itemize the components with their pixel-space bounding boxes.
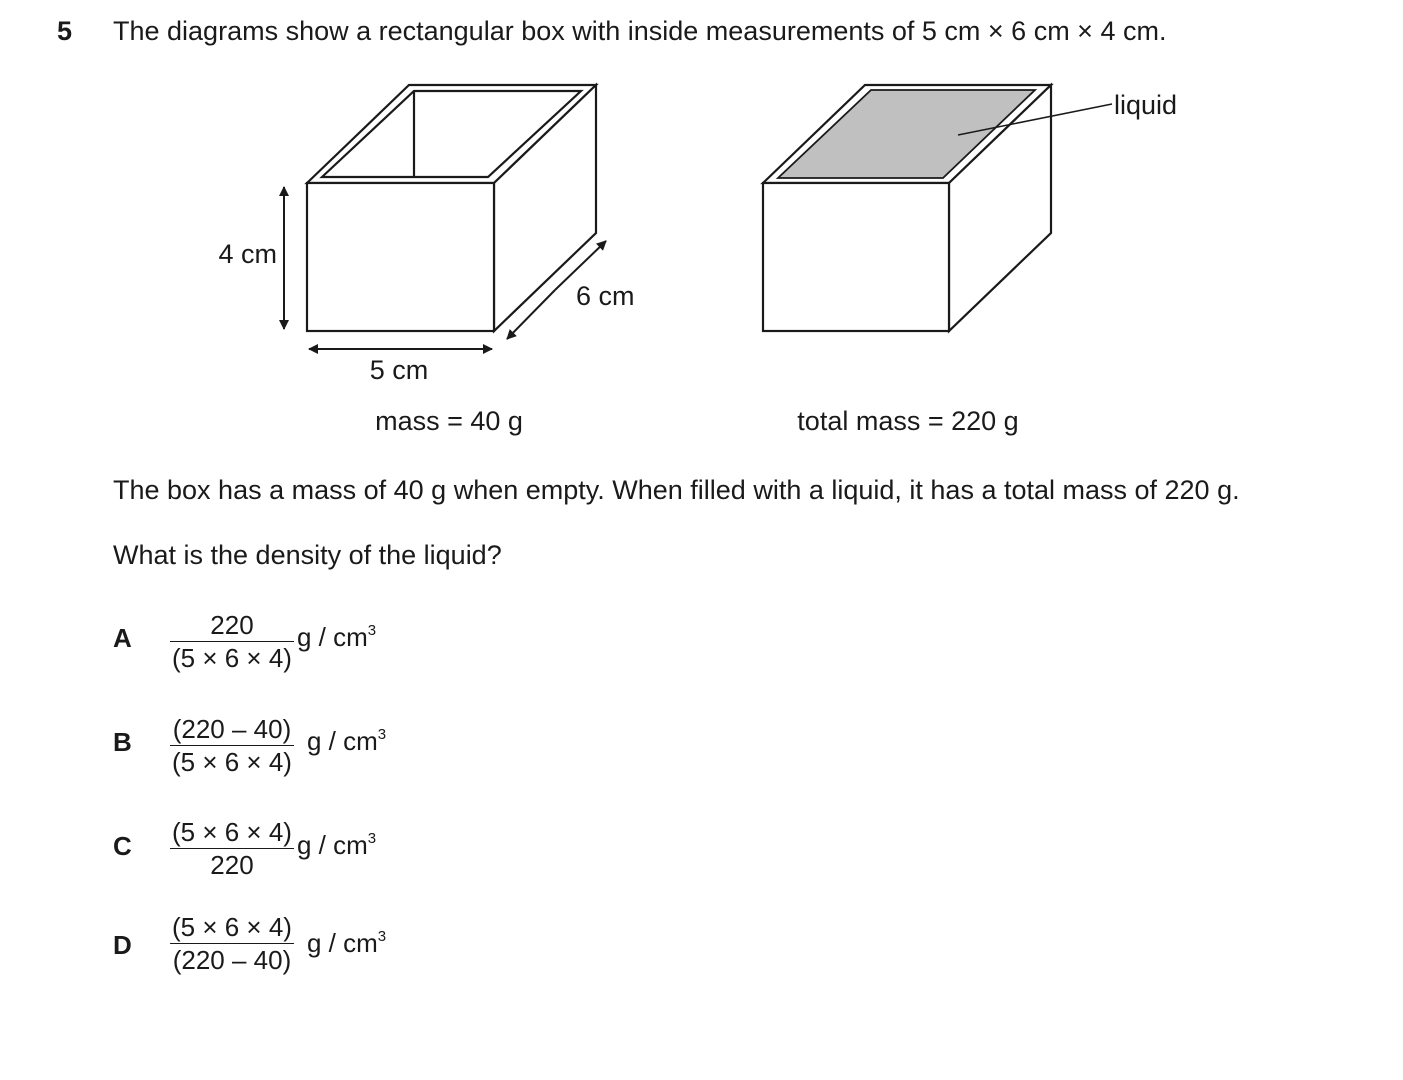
option-d-denominator: (220 – 40): [172, 945, 292, 975]
option-b-fraction: [170, 713, 294, 778]
empty-box-caption: mass = 40 g: [375, 406, 523, 436]
option-c-letter[interactable]: C: [113, 831, 132, 861]
option-b-letter[interactable]: B: [113, 727, 132, 757]
option-d-unit-exponent: 3: [377, 928, 387, 945]
filled-box-front-face: [763, 183, 949, 331]
option-a-denominator: (5 × 6 × 4): [172, 643, 292, 673]
option-d-letter[interactable]: D: [113, 930, 132, 960]
option-d-fraction: [170, 911, 294, 976]
option-c-denominator: 220: [210, 850, 254, 880]
option-c-unit-exponent: 3: [367, 830, 377, 847]
option-c-fraction: [170, 816, 294, 881]
option-b-denominator: (5 × 6 × 4): [172, 747, 292, 777]
option-d-numerator: (5 × 6 × 4): [172, 912, 292, 942]
option-a-unit: [297, 622, 376, 653]
filled-box-diagram: [763, 85, 1051, 331]
height-label: 4 cm: [218, 239, 277, 269]
box-diagrams: [0, 0, 1403, 450]
question-paragraph: The box has a mass of 40 g when empty. When filled with a liquid, it has a total mass of 220 g.: [113, 475, 1240, 505]
filled-box-caption: total mass = 220 g: [797, 406, 1019, 436]
option-c-unit-text: g / cm: [297, 830, 368, 860]
empty-box-front-face: [307, 183, 494, 331]
liquid-label: liquid: [1114, 90, 1178, 120]
option-d-unit: [307, 928, 386, 959]
width-label: 5 cm: [369, 355, 429, 385]
option-c-unit: [297, 830, 376, 861]
question-number: 5: [57, 16, 73, 46]
option-a-numerator: 220: [170, 609, 294, 642]
empty-box-diagram: [307, 85, 596, 331]
option-a-unit-exponent: 3: [367, 622, 377, 639]
option-c-numerator: (5 × 6 × 4): [172, 817, 292, 847]
question-prompt: What is the density of the liquid?: [113, 540, 502, 570]
depth-label: 6 cm: [576, 281, 635, 311]
option-d-unit-text: g / cm: [307, 928, 378, 958]
option-a-unit-text: g / cm: [297, 622, 368, 652]
option-b-numerator: (220 – 40): [170, 713, 294, 746]
option-b-unit-text: g / cm: [307, 726, 378, 756]
question-intro: The diagrams show a rectangular box with inside measurements of 5 cm × 6 cm × 4 cm.: [113, 16, 1167, 46]
option-b-unit: [307, 726, 386, 757]
option-a-letter[interactable]: A: [113, 623, 132, 653]
option-a-fraction: [170, 609, 294, 674]
option-b-unit-exponent: 3: [377, 726, 387, 743]
